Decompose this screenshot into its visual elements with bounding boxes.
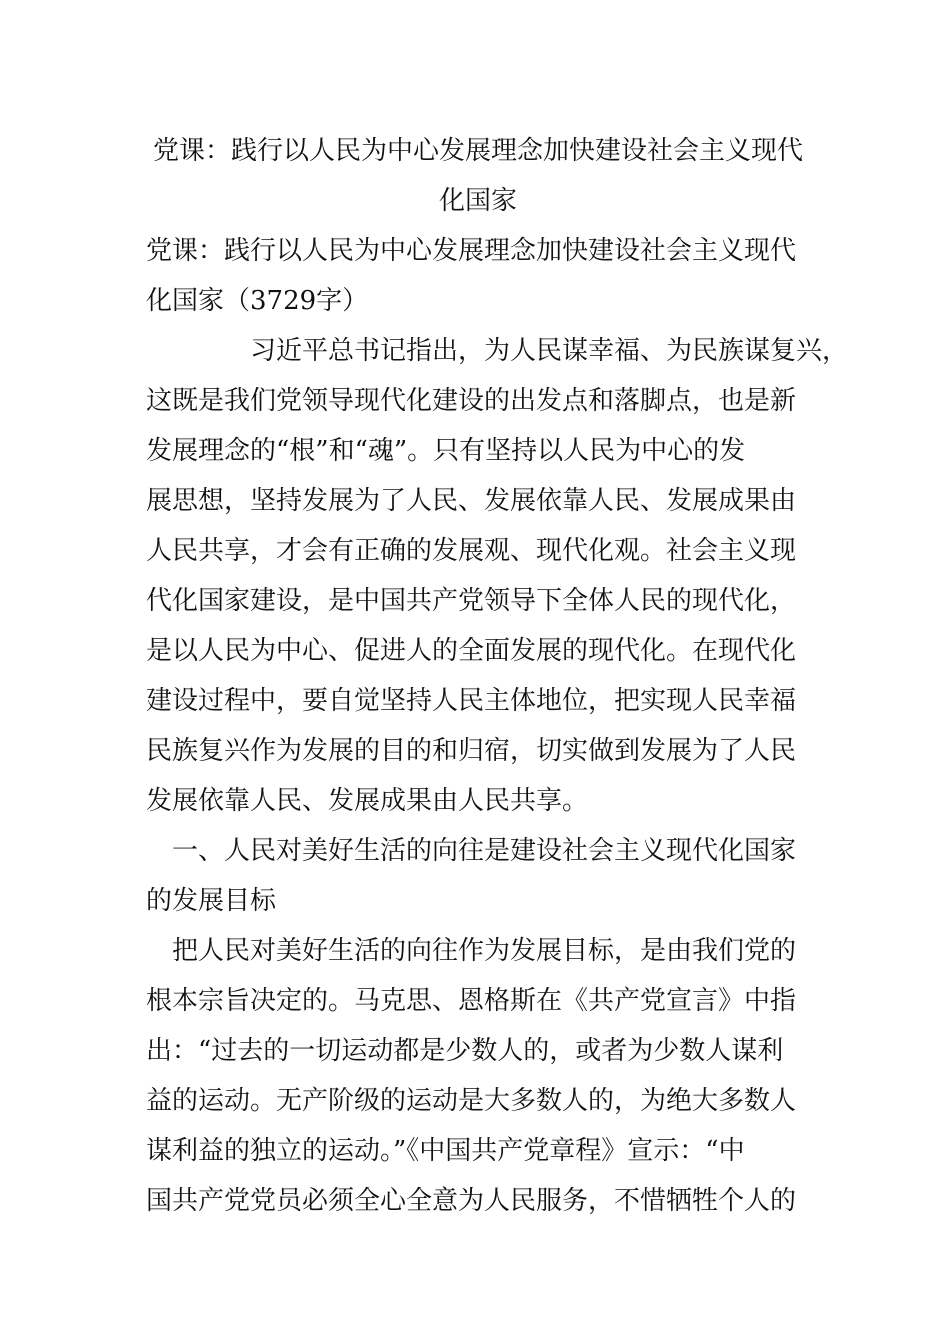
title-line: 化国家 xyxy=(438,186,517,216)
heading-line: 一、人民对美好生活的向往是建设社会主义现代化国家 xyxy=(146,836,797,866)
paragraph-line: 谋利益的独立的运动。”《中国共产党章程》宣示：“中 xyxy=(146,1136,745,1166)
body-paragraph xyxy=(146,926,810,1226)
paragraph-line: 发展理念的“根”和“魂”。只有坚持以人民为中心的发 xyxy=(146,436,746,466)
paragraph-line: 建设过程中，要自觉坚持人民主体地位，把实现人民幸福 xyxy=(146,686,797,716)
paragraph-line: 民族复兴作为发展的目的和归宿，切实做到发展为了人民 xyxy=(146,736,797,766)
paragraph-line: 习近平总书记指出，为人民谋幸福、为民族谋复兴， xyxy=(146,336,849,366)
document-body xyxy=(146,126,849,1226)
paragraph-line: 人民共享，才会有正确的发展观、现代化观。社会主义现 xyxy=(146,536,797,566)
heading-line: 的发展目标 xyxy=(146,886,277,916)
paragraph-line: 根本宗旨决定的。马克思、恩格斯在《共产党宣言》中指 xyxy=(146,986,797,1016)
subtitle-line: 党课：践行以人民为中心发展理念加快建设社会主义现代 xyxy=(146,236,797,266)
document-title xyxy=(134,126,822,226)
paragraph-line: 展思想，坚持发展为了人民、发展依靠人民、发展成果由 xyxy=(146,486,797,516)
paragraph-line: 国共产党党员必须全心全意为人民服务，不惜牺牲个人的 xyxy=(146,1186,797,1216)
intro-paragraph xyxy=(146,326,849,826)
subtitle-line: 化国家（3729字） xyxy=(146,286,369,316)
paragraph-line: 把人民对美好生活的向往作为发展目标，是由我们党的 xyxy=(146,936,797,966)
paragraph-line: 是以人民为中心、促进人的全面发展的现代化。在现代化 xyxy=(146,636,797,666)
paragraph-line: 这既是我们党领导现代化建设的出发点和落脚点，也是新 xyxy=(146,386,797,416)
document-subtitle xyxy=(146,226,810,326)
paragraph-line: 出：“过去的一切运动都是少数人的，或者为少数人谋利 xyxy=(146,1036,784,1066)
title-line: 党课：践行以人民为中心发展理念加快建设社会主义现代 xyxy=(152,136,803,166)
paragraph-line: 发展依靠人民、发展成果由人民共享。 xyxy=(146,786,589,816)
section-heading xyxy=(146,826,810,926)
paragraph-line: 益的运动。无产阶级的运动是大多数人的，为绝大多数人 xyxy=(146,1086,797,1116)
paragraph-line: 代化国家建设，是中国共产党领导下全体人民的现代化， xyxy=(146,586,797,616)
